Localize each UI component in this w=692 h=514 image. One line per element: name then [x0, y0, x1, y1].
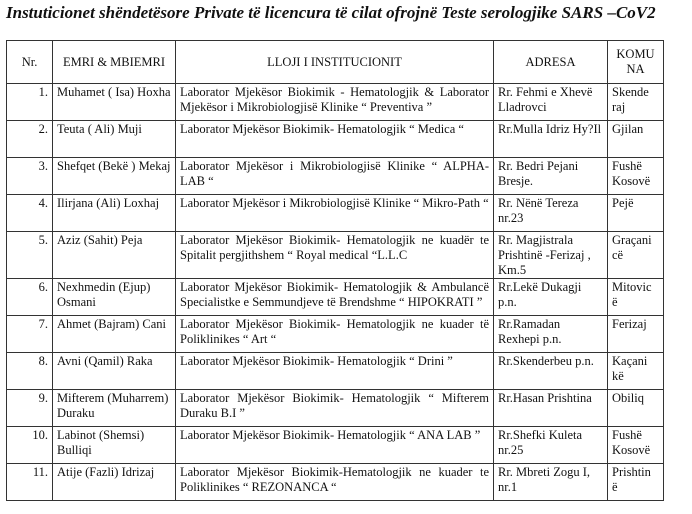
municipality: Graçani cë — [608, 232, 664, 279]
address: Rr.Ramadan Rexhepi p.n. — [494, 316, 608, 353]
address: Rr.Skenderbeu p.n. — [494, 353, 608, 390]
institution-type: Laborator Mjekësor i Mikrobiologjisë Klinike “ ALPHA-LAB “ — [176, 158, 494, 195]
person-name: Labinot (Shemsi) Bulliqi — [53, 427, 176, 464]
person-name: Nexhmedin (Ejup) Osmani — [53, 279, 176, 316]
table-row — [7, 158, 664, 195]
address: Rr. Fehmi e Xhevë Lladrovci — [494, 84, 608, 121]
header-address: ADRESA — [494, 41, 608, 84]
row-number: 2. — [7, 121, 53, 158]
header-name: EMRI & MBIEMRI — [53, 41, 176, 84]
address: Rr. Bedri Pejani Bresje. — [494, 158, 608, 195]
table-row — [7, 84, 664, 121]
institution-type: Laborator Mjekësor Biokimik - Hematologjik & Laborator Mjekësor i Mikrobiologjisë Klinike “ Preventiva ” — [176, 84, 494, 121]
institution-type: Laborator Mjekësor Biokimik- Hematologjik “ Medica “ — [176, 121, 494, 158]
header-municipality: KOMU NA — [608, 41, 664, 84]
institution-type: Laborator Mjekësor Biokimik- Hematologjik “ Mifterem Duraku B.I ” — [176, 390, 494, 427]
institution-type: Laborator Mjekësor Biokimik- Hematologjik ne kuadër te Spitalit pergjithshem “ Royal medical “L.L.C — [176, 232, 494, 279]
clinics-table — [6, 40, 664, 501]
table-row — [7, 464, 664, 501]
municipality: Kaçani kë — [608, 353, 664, 390]
row-number: 4. — [7, 195, 53, 232]
municipality: Fushë Kosovë — [608, 158, 664, 195]
row-number: 8. — [7, 353, 53, 390]
address: Rr. Magjistrala Prishtinë -Ferizaj , Km.5 — [494, 232, 608, 279]
table-header-row — [7, 41, 664, 84]
row-number: 10. — [7, 427, 53, 464]
header-institution-type: LLOJI I INSTITUCIONIT — [176, 41, 494, 84]
institution-type: Laborator Mjekësor i Mikrobiologjisë Klinike “ Mikro-Path “ — [176, 195, 494, 232]
address: Rr. Mbreti Zogu I, nr.1 — [494, 464, 608, 501]
person-name: Mifterem (Muharrem) Duraku — [53, 390, 176, 427]
person-name: Muhamet ( Isa) Hoxha — [53, 84, 176, 121]
header-nr: Nr. — [7, 41, 53, 84]
institution-type: Laborator Mjekësor Biokimik- Hematologjik ne kuader të Poliklinikes “ Art “ — [176, 316, 494, 353]
person-name: Ilirjana (Ali) Loxhaj — [53, 195, 176, 232]
table-body — [7, 84, 664, 501]
table-row — [7, 353, 664, 390]
person-name: Avni (Qamil) Raka — [53, 353, 176, 390]
municipality: Skende raj — [608, 84, 664, 121]
person-name: Atije (Fazli) Idrizaj — [53, 464, 176, 501]
municipality: Prishtin ë — [608, 464, 664, 501]
municipality: Fushë Kosovë — [608, 427, 664, 464]
table-row — [7, 427, 664, 464]
row-number: 7. — [7, 316, 53, 353]
municipality: Gjilan — [608, 121, 664, 158]
person-name: Shefqet (Bekë ) Mekaj — [53, 158, 176, 195]
row-number: 3. — [7, 158, 53, 195]
municipality: Mitovic ë — [608, 279, 664, 316]
person-name: Aziz (Sahit) Peja — [53, 232, 176, 279]
municipality: Obiliq — [608, 390, 664, 427]
address: Rr.Hasan Prishtina — [494, 390, 608, 427]
document-title: Instuticionet shëndetësore Private të licencura të cilat ofrojnë Teste serologjike SARS –CoV2 — [6, 3, 656, 22]
row-number: 6. — [7, 279, 53, 316]
row-number: 9. — [7, 390, 53, 427]
table-row — [7, 121, 664, 158]
table-row — [7, 232, 664, 279]
person-name: Ahmet (Bajram) Cani — [53, 316, 176, 353]
address: Rr.Shefki Kuleta nr.25 — [494, 427, 608, 464]
table-row — [7, 279, 664, 316]
municipality: Ferizaj — [608, 316, 664, 353]
address: Rr. Nënë Tereza nr.23 — [494, 195, 608, 232]
institution-type: Laborator Mjekësor Biokimik- Hematologjik “ Drini ” — [176, 353, 494, 390]
institution-type: Laborator Mjekësor Biokimik-Hematologjik ne kuader te Poliklinikes “ REZONANCA “ — [176, 464, 494, 501]
table-row — [7, 195, 664, 232]
row-number: 1. — [7, 84, 53, 121]
institution-type: Laborator Mjekësor Biokimik- Hematologjik “ ANA LAB ” — [176, 427, 494, 464]
person-name: Teuta ( Ali) Muji — [53, 121, 176, 158]
municipality: Pejë — [608, 195, 664, 232]
row-number: 5. — [7, 232, 53, 279]
address: Rr.Lekë Dukagji p.n. — [494, 279, 608, 316]
table-row — [7, 390, 664, 427]
row-number: 11. — [7, 464, 53, 501]
address: Rr.Mulla Idriz Hy?Il — [494, 121, 608, 158]
institution-type: Laborator Mjekësor Biokimik- Hematologjik & Ambulancë Specialistke e Semmundjeve të Brendshme “ HIPOKRATI ” — [176, 279, 494, 316]
table-row — [7, 316, 664, 353]
